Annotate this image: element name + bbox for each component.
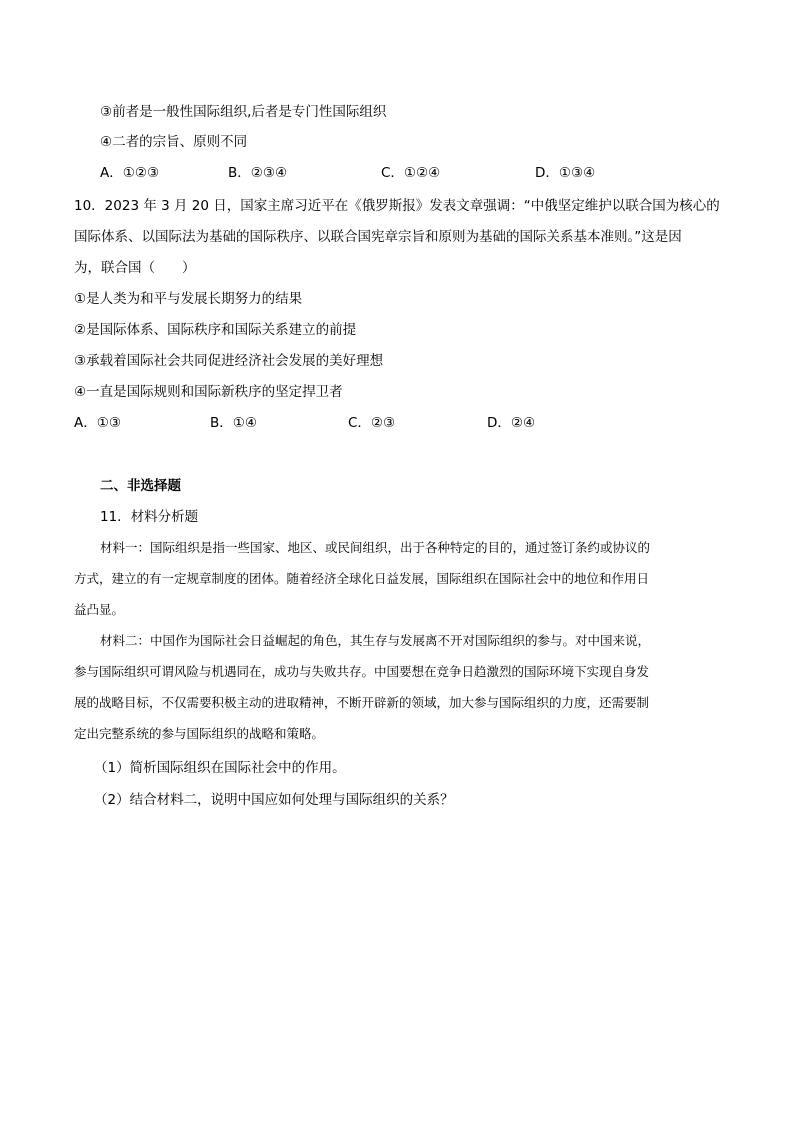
q10-stem-line-3: 为，联合国（ ） — [74, 260, 196, 276]
q9-item-3: ③前者是一般性国际组织,后者是专门性国际组织 — [100, 104, 387, 120]
q10-stem-line-1: 10．2023 年 3 月 20 日，国家主席习近平在《俄罗斯报》发表文章强调：“中俄坚定维护以联合国为核心的 — [74, 198, 720, 214]
sub-question-1: （1）简析国际组织在国际社会中的作用。 — [94, 760, 346, 776]
material-1-line-3: 益凸显。 — [74, 602, 125, 617]
material-2-line-2: 参与国际组织可谓风险与机遇同在，成功与失败共存。中国要想在竞争日趋激烈的国际环境下实现自身发 — [74, 664, 650, 679]
q10-item-3: ③承载着国际社会共同促进经济社会发展的美好理想 — [74, 353, 384, 369]
q10-option-d: D．②④ — [487, 415, 536, 431]
q10-item-1: ①是人类为和平与发展长期努力的结果 — [74, 291, 303, 307]
q11-title: 11．材料分析题 — [100, 509, 199, 525]
q9-option-a: A．①②③ — [100, 165, 160, 181]
q10-stem-line-2: 国际体系、以国际法为基础的国际秩序、以联合国宪章宗旨和原则为基础的国际关系基本准则。”这是因 — [74, 229, 682, 245]
q10-option-b: B．①④ — [210, 415, 257, 431]
material-2-line-3: 展的战略目标，不仅需要积极主动的进取精神，不断开辟新的领域，加大参与国际组织的力度，还需要制 — [74, 695, 650, 710]
material-2-line-1: 材料二：中国作为国际社会日益崛起的角色，其生存与发展离不开对国际组织的参与。对中国来说， — [100, 633, 651, 648]
material-1-line-2: 方式，建立的有一定规章制度的团体。随着经济全球化日益发展，国际组织在国际社会中的地位和作用日 — [74, 571, 650, 586]
q9-option-d: D．①③④ — [535, 165, 596, 181]
q10-item-4: ④一直是国际规则和国际新秩序的坚定捍卫者 — [74, 384, 343, 400]
q10-item-2: ②是国际体系、国际秩序和国际关系建立的前提 — [74, 322, 357, 338]
q9-option-c: C．①②④ — [381, 165, 441, 181]
material-2-line-4: 定出完整系统的参与国际组织的战略和策略。 — [74, 726, 325, 741]
material-1-line-1: 材料一：国际组织是指一些国家、地区、或民间组织，出于各种特定的目的，通过签订条约或协议的 — [100, 540, 651, 555]
q10-option-a: A．①③ — [74, 415, 121, 431]
q9-option-b: B．②③④ — [228, 165, 288, 181]
q10-option-c: C．②③ — [348, 415, 396, 431]
q9-item-4: ④二者的宗旨、原则不同 — [100, 134, 248, 150]
sub-question-2: （2）结合材料二，说明中国应如何处理与国际组织的关系？ — [94, 792, 454, 808]
section-heading: 二、非选择题 — [100, 478, 181, 494]
